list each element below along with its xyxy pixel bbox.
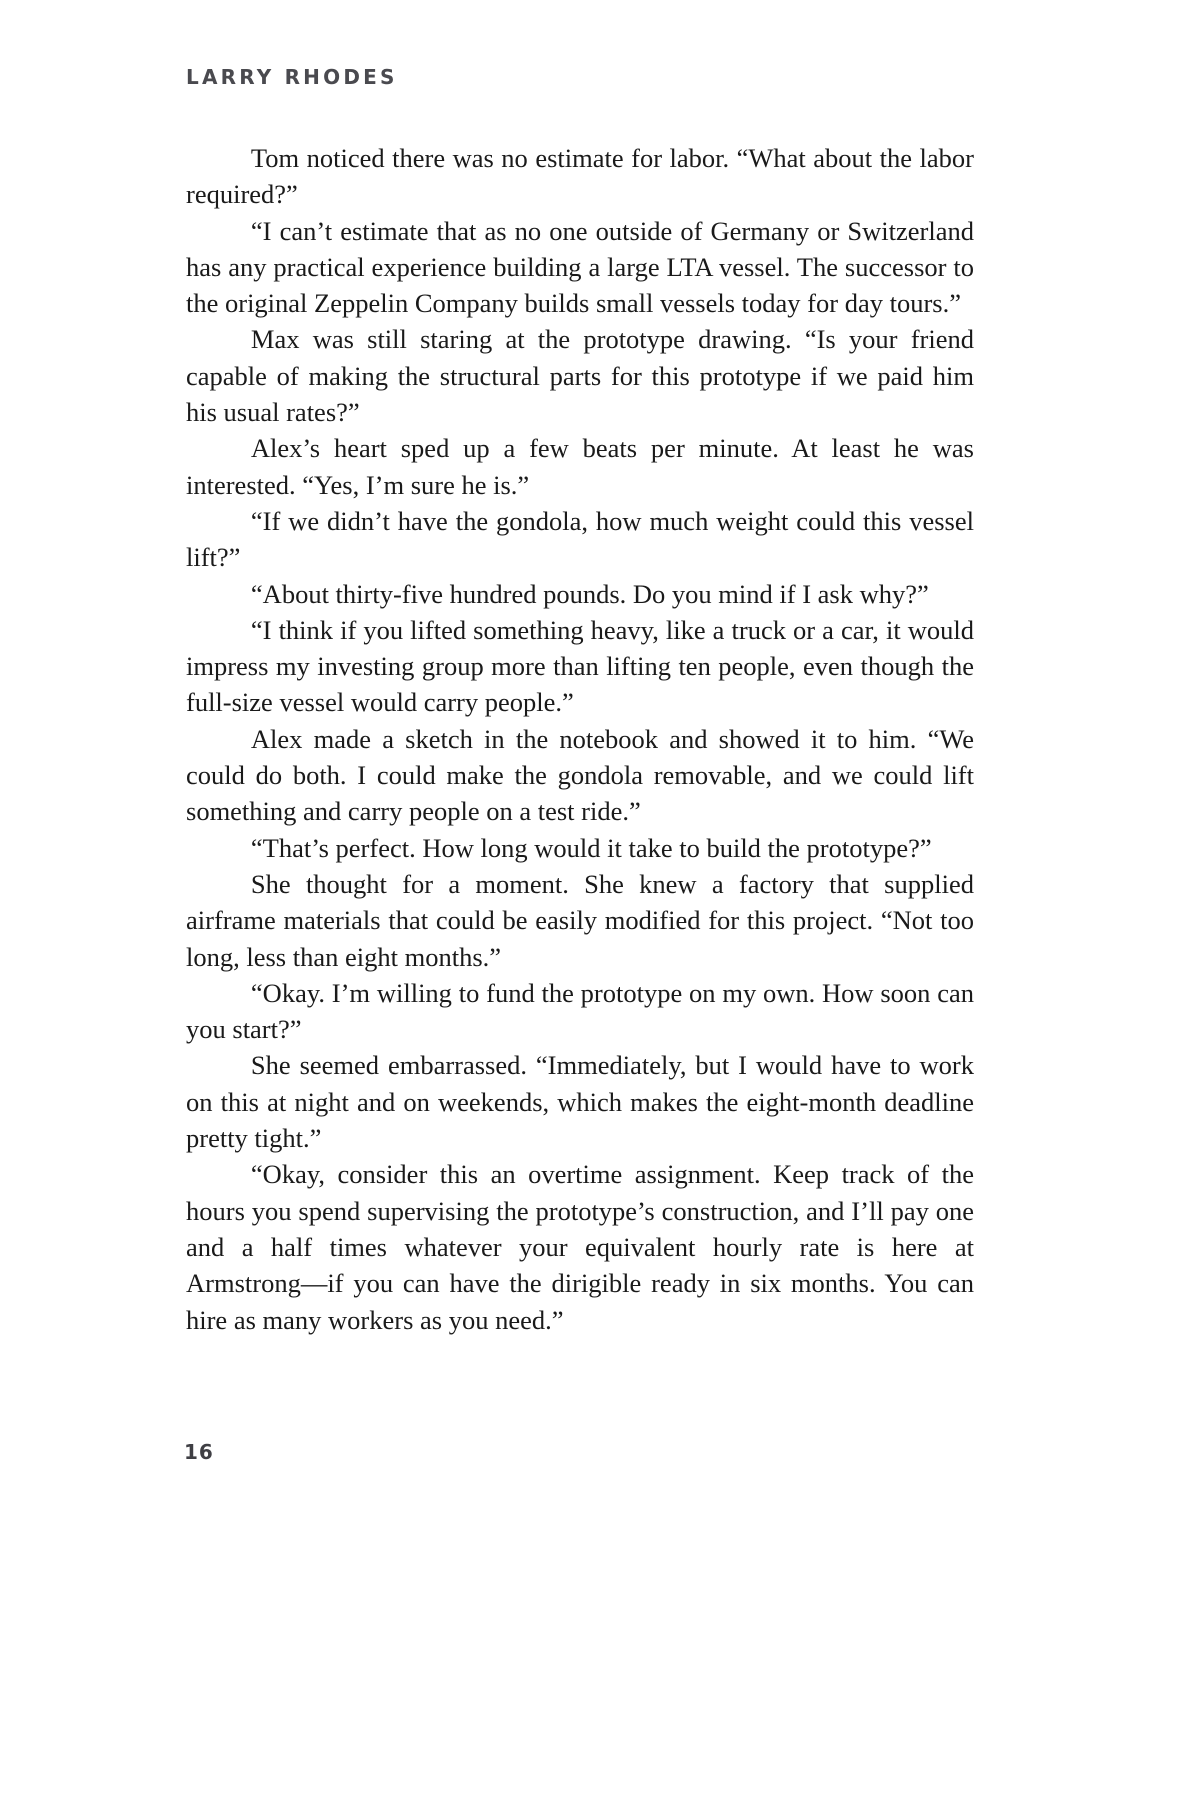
paragraph: She seemed embarrassed. “Immediately, but I would have to work on this at night and on weekends, which makes the eight-month deadline pretty tight.”: [186, 1050, 974, 1154]
paragraph: Tom noticed there was no estimate for labor. “What about the labor required?”: [186, 143, 974, 210]
paragraph: Alex’s heart sped up a few beats per minute. At least he was interested. “Yes, I’m sure he is.”: [186, 433, 974, 500]
running-head-author: LARRY RHODES: [186, 65, 398, 89]
paragraph: She thought for a moment. She knew a factory that supplied airframe materials that could be easily modified for this project. “Not too long, less than eight months.”: [186, 868, 974, 972]
paragraph: Max was still staring at the prototype drawing. “Is your friend capable of making the structural parts for this prototype if we paid him his usual rates?”: [186, 324, 974, 428]
paragraph: “If we didn’t have the gondola, how much weight could this vessel lift?”: [186, 505, 974, 573]
book-page: [80, 0, 1120, 1560]
paragraph: “Okay. I’m willing to fund the prototype on my own. How soon can you start?”: [186, 977, 974, 1045]
page-number: 16: [184, 1440, 214, 1464]
paragraph: “I think if you lifted something heavy, like a truck or a car, it would impress my investing group more than lifting ten people, even though the full-size vessel would carry people.”: [186, 614, 974, 718]
paragraph: Alex made a sketch in the notebook and showed it to him. “We could do both. I could make the gondola removable, and we could lift something and carry people on a test ride.”: [186, 723, 974, 827]
paragraph: “That’s perfect. How long would it take to build the prototype?”: [250, 832, 932, 863]
paragraph: “I can’t estimate that as no one outside of Germany or Switzerland has any practical experience building a large LTA vessel. The successor to the original Zeppelin Company builds small vessels today for day tours.”: [186, 215, 974, 319]
paragraph: “Okay, consider this an overtime assignment. Keep track of the hours you spend supervising the prototype’s construction, and I’ll pay one and a half times whatever your equivalent hourly rate is here at Armstrong—if you can have the dirigible ready in six months. You can hire as many workers as you need.”: [186, 1159, 974, 1335]
paragraph: “About thirty-five hundred pounds. Do you mind if I ask why?”: [250, 578, 929, 609]
body-text-column: [186, 140, 974, 1338]
